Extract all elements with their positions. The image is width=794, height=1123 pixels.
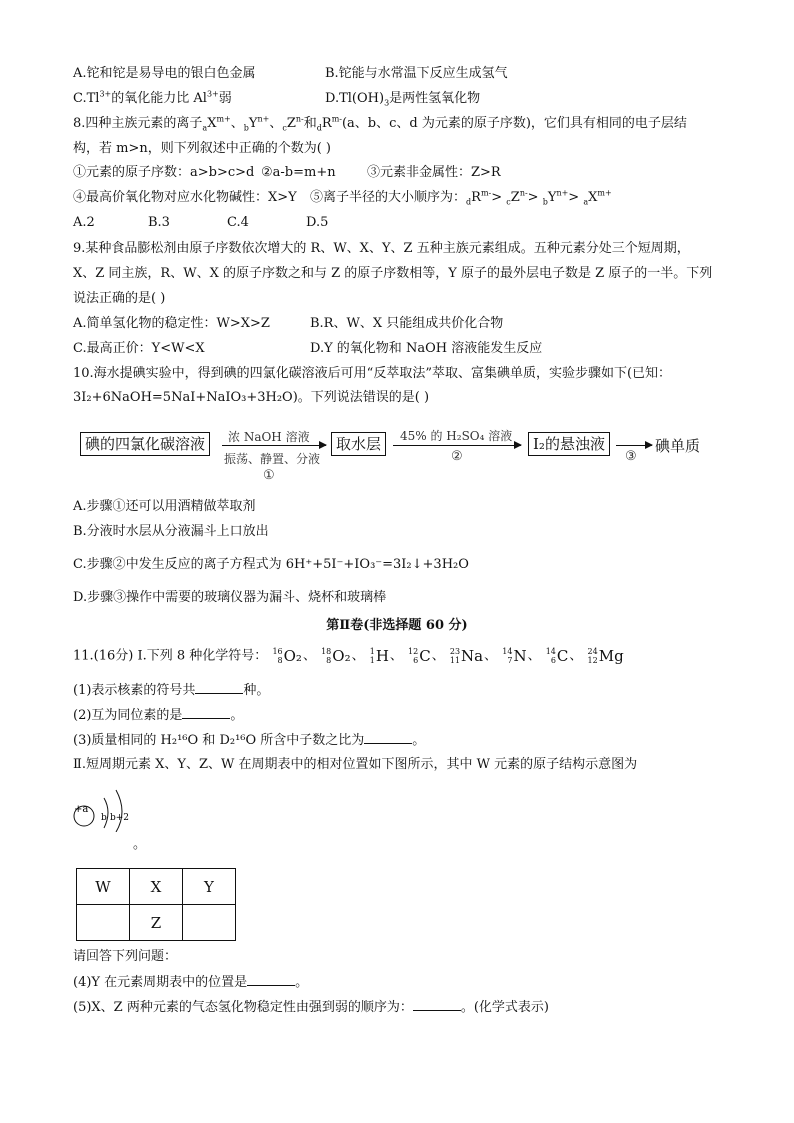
text: 11.(16分) Ⅰ.下列 8 种化学符号： [73, 648, 268, 664]
text: C.Tl [73, 91, 100, 106]
text: Y [248, 116, 258, 131]
shell2-label: b+2 [110, 813, 130, 823]
cell-x: X [130, 869, 183, 905]
shell1-label: b [101, 813, 107, 823]
text: c [282, 123, 287, 133]
text: n+ [556, 188, 569, 198]
text: n- [519, 188, 528, 198]
cell-empty [183, 905, 236, 941]
q9-stem-line2: X、Z 同主族，R、W、X 的原子序数之和与 Z 的原子序数相等，Y 原子的最外层电子数是 Z 原子的一半。下列 [73, 266, 713, 281]
text: Mg [598, 647, 624, 665]
q8-option-d: D.5 [306, 215, 329, 230]
text: > [491, 190, 503, 205]
q11-part1 [73, 681, 269, 700]
text: 3+ [99, 89, 112, 99]
q11-part5 [73, 998, 549, 1017]
text: b [243, 123, 249, 133]
text: 24 [587, 647, 598, 656]
q10-stem-line2: 3I₂+6NaOH=5NaI+NaIO₃+3H₂O)。下列说法错误的是( ) [73, 390, 430, 405]
text: (4)Y 在元素周期表中的位置是 [73, 975, 248, 990]
text: 16 [272, 647, 283, 656]
text: > [527, 190, 539, 205]
text: 8 [277, 656, 283, 665]
flow-arrow-2 [393, 445, 521, 446]
text: D.Tl(OH) [325, 91, 385, 106]
q11-section2-stem: Ⅱ.短周期元素 X、Y、Z、W 在周期表中的相对位置如下图所示，其中 W 元素的原子结构示意图为 [73, 757, 638, 772]
q10-option-a: A.步骤①还可以用酒精做萃取剂 [73, 499, 256, 514]
q8-option-b: B.3 [148, 215, 170, 230]
isotope-c14 [546, 644, 569, 669]
text: 。 [230, 708, 244, 723]
text: 。 [412, 733, 426, 748]
isotope-na23 [450, 644, 483, 669]
text: m- [480, 188, 492, 198]
q8-statement-5 [310, 189, 612, 207]
text: d [316, 123, 322, 133]
text: C [419, 647, 431, 665]
text: R [471, 190, 481, 205]
flow-step2-reagent: 45% 的 H₂SO₄ 溶液 [400, 429, 513, 443]
text: 14 [545, 647, 556, 656]
text: 12 [587, 656, 598, 665]
q8-statement-2: ②a-b=m+n [261, 165, 336, 180]
text: 12 [408, 647, 419, 656]
text: 和 [303, 116, 317, 131]
q8-statement-1: ①元素的原子序数：a>b>c>d [73, 165, 255, 180]
q9-option-a: A.简单氢化物的稳定性：W>X>Z [73, 316, 270, 331]
text: 。(化学式表示) [460, 1000, 549, 1015]
text: ⑤离子半径的大小顺序为： [310, 190, 467, 205]
text: C [556, 647, 569, 665]
text: m+ [216, 114, 231, 124]
q10-stem-line1: 10.海水提碘实验中，得到碘的四氯化碳溶液后可用“反萃取法”萃取、富集碘单质，实验步骤如下(已知： [73, 366, 672, 381]
text: 、 [269, 116, 283, 131]
q8-statement-3: ③元素非金属性：Z>R [367, 165, 501, 180]
text: Na [461, 647, 484, 665]
isotope-o18 [321, 644, 351, 669]
flow-step1-operation: 振荡、静置、分液 [224, 452, 321, 466]
text: 。 [295, 975, 309, 990]
text: Y [547, 190, 557, 205]
cell-empty [77, 905, 130, 941]
q7-option-c [73, 90, 232, 108]
text: 、 [230, 116, 244, 131]
q9-option-b: B.R、W、X 只能组成共价化合物 [310, 316, 504, 331]
text: O₂ [332, 647, 351, 665]
flow-arrow-3 [616, 445, 652, 446]
text: m- [331, 114, 342, 124]
text: 3+ [206, 89, 219, 99]
text: (2)互为同位素的是 [73, 708, 183, 723]
cell-w: W [77, 869, 130, 905]
atom-structure-svg [70, 782, 150, 832]
answer-blank[interactable] [247, 973, 295, 986]
q9-option-d: D.Y 的氧化物和 NaOH 溶液能发生反应 [310, 341, 543, 356]
flow-box-iodine-suspension: I₂的悬浊液 [528, 432, 610, 456]
periodic-table-fragment [76, 868, 236, 941]
q8-statement-4: ④最高价氧化物对应水化物碱性：X>Y [73, 190, 297, 205]
text: 1 [369, 656, 375, 665]
q8-stem-line1 [73, 115, 687, 133]
q8-stem-line2: 构，若 m>n，则下列叙述中正确的个数为( ) [73, 141, 332, 156]
table-row [77, 869, 236, 905]
q9-stem-line3: 说法正确的是( ) [73, 291, 166, 306]
text: > [568, 190, 580, 205]
section-title: 第Ⅱ卷(非选择题 60 分) [326, 618, 468, 633]
flow-end-iodine: 碘单质 [655, 437, 701, 455]
text: O₂ [283, 647, 302, 665]
text: Z [286, 116, 296, 131]
text: H [375, 647, 389, 665]
text: 14 [502, 647, 513, 656]
table-row [77, 905, 236, 941]
text: X [207, 116, 217, 131]
text: 23 [449, 647, 461, 656]
isotope-mg24 [588, 644, 624, 669]
text: n- [295, 114, 304, 124]
text: a [202, 123, 208, 133]
isotope-c12 [408, 644, 431, 669]
text: (3)质量相同的 H₂¹⁶O 和 D₂¹⁶O 所含中子数之比为 [73, 733, 365, 748]
text: c [506, 197, 511, 207]
flow-step1-reagent: 浓 NaOH 溶液 [228, 430, 310, 444]
q8-option-a: A.2 [73, 215, 95, 230]
q8-option-c: C.4 [227, 215, 249, 230]
flow-box-iodine-ccl4: 碘的四氯化碳溶液 [80, 432, 210, 456]
text: R [321, 116, 332, 131]
diagram-period: 。 [133, 837, 147, 852]
nucleus-label: +a [74, 804, 89, 815]
answer-prompt: 请回答下列问题： [73, 949, 178, 964]
q7-option-a: A.铊和铊是易导电的银白色金属 [73, 66, 256, 81]
text: 8.四种主族元素的离子 [73, 116, 203, 131]
isotope-h1 [370, 644, 389, 669]
q9-stem-line1: 9.某种食品膨松剂由原子序数依次增大的 R、W、X、Y、Z 五种主族元素组成。五种元素分处三个短周期， [73, 241, 690, 256]
answer-blank[interactable] [182, 706, 230, 719]
text: (5)X、Z 两种元素的气态氢化物稳定性由强到弱的顺序为： [73, 1000, 413, 1015]
electron-shell-2 [116, 790, 122, 832]
flow-step2-number: ② [451, 449, 463, 464]
text: 11 [449, 656, 461, 665]
isotope-o16 [272, 644, 302, 669]
isotope-n14 [502, 644, 526, 669]
text: 的氧化能力比 Al [111, 91, 207, 106]
answer-blank[interactable] [364, 731, 412, 744]
text: Z [510, 190, 520, 205]
flow-step3-number: ③ [625, 449, 637, 464]
flow-box-water-layer: 取水层 [331, 432, 386, 456]
q11-part2 [73, 706, 243, 725]
text: 种。 [243, 683, 270, 698]
q11-part4 [73, 973, 308, 992]
text: 6 [550, 656, 556, 665]
text: b [542, 197, 548, 207]
text: 3 [384, 98, 390, 108]
atom-structure-diagram [70, 782, 150, 832]
text: d [466, 197, 472, 207]
q7-option-d [325, 90, 480, 108]
q10-option-d: D.步骤③操作中需要的玻璃仪器为漏斗、烧杯和玻璃棒 [73, 590, 387, 605]
flow-arrow-1 [222, 445, 326, 446]
text: (1)表示核素的符号共 [73, 683, 196, 698]
q9-option-c: C.最高正价：Y<W<X [73, 341, 205, 356]
text: 6 [413, 656, 419, 665]
text: n+ [257, 114, 270, 124]
answer-blank[interactable] [195, 681, 243, 694]
text: 7 [507, 656, 513, 665]
text: 1 [369, 647, 375, 656]
text: N [513, 647, 527, 665]
q10-option-b: B.分液时水层从分液漏斗上口放出 [73, 524, 269, 539]
text: 8 [326, 656, 332, 665]
text: 18 [321, 647, 332, 656]
q11-head: 11.(16分) Ⅰ.下列 8 种化学符号： 16 8O₂、 18 8O₂、 1 1H、 12 6C、 23 11Na、 14 7N、 14 6C、 24 12Mg [73, 644, 625, 669]
text: m+ [597, 188, 612, 198]
cell-y: Y [183, 869, 236, 905]
text: (a、b、c、d 为元素的原子序数)，它们具有相同的电子层结 [341, 116, 687, 131]
cell-z: Z [130, 905, 183, 941]
text: 弱 [218, 91, 232, 106]
q7-option-b: B.铊能与水常温下反应生成氢气 [325, 66, 508, 81]
q10-option-c: C.步骤②中发生反应的离子方程式为 6H⁺+5I⁻+IO₃⁻=3I₂↓+3H₂O [73, 557, 469, 572]
text: 是两性氢氧化物 [389, 91, 481, 106]
answer-blank[interactable] [413, 998, 461, 1011]
flow-step1-number: ① [263, 468, 275, 483]
text: a [583, 197, 589, 207]
q11-part3 [73, 731, 425, 750]
text: X [588, 190, 598, 205]
